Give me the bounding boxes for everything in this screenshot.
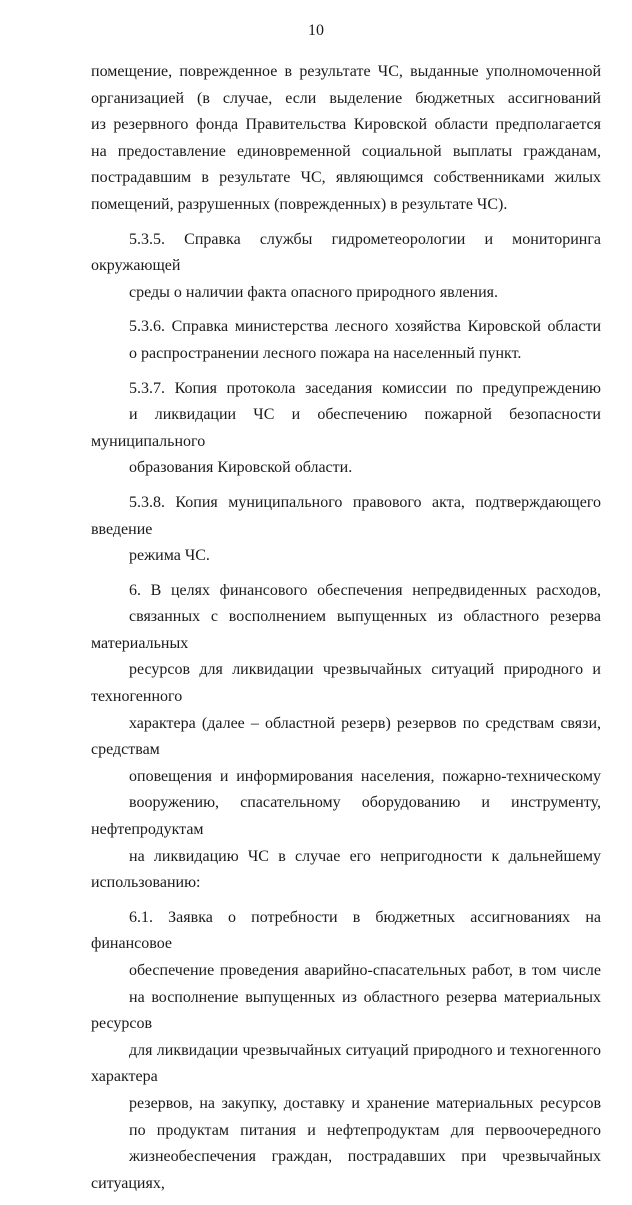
text-line: о распространении лесного пожара на населенный пункт.: [129, 344, 522, 362]
text-line: жизнеобеспечения граждан, пострадавших при чрезвычайных ситуациях,: [91, 1148, 601, 1192]
text-line: помещение, поврежденное в результате ЧС, выданные уполномоченной: [91, 63, 601, 80]
text-line: среды о наличии факта опасного природного явления.: [129, 283, 499, 301]
text-line: на ликвидацию ЧС в случае его непригодности к дальнейшему использованию:: [91, 847, 601, 892]
text-line: обеспечение проведения аварийно-спасательных работ, в том числе: [129, 962, 601, 979]
text-line: 6.1. Заявка о потребности в бюджетных ассигнованиях на финансовое: [91, 908, 601, 953]
paragraph: [91, 376, 601, 482]
text-line: резервов, на закупку, доставку и хранение материальных ресурсов: [129, 1094, 601, 1112]
paragraph: [91, 578, 601, 897]
paragraph: [91, 227, 601, 307]
text-line: из резервного фонда Правительства Кировской области предполагается: [91, 116, 601, 134]
text-line: 6. В целях финансового обеспечения непредвиденных расходов,: [129, 581, 601, 599]
paragraph: [91, 905, 601, 1198]
text-line: 5.3.5. Справка службы гидрометеорологии и мониторинга окружающей: [91, 230, 601, 275]
text-line: на предоставление единовременной социальной выплаты гражданам,: [91, 142, 601, 160]
text-line: организацией (в случае, если выделение бюджетных ассигнований: [91, 89, 601, 107]
text-line: связанных с восполнением выпущенных из областного резерва материальных: [91, 608, 601, 652]
page-number: 10: [308, 22, 324, 39]
paragraph: [91, 314, 601, 367]
paragraph: [91, 59, 601, 219]
paragraph: [91, 490, 601, 570]
text-line: оповещения и информирования населения, пожарно-техническому: [129, 767, 601, 785]
text-line: режима ЧС.: [129, 547, 210, 565]
text-line: вооружению, спасательному оборудованию и инструменту, нефтепродуктам: [91, 794, 601, 839]
text-line: пострадавшим в результате ЧС, являющимся собственниками жилых: [91, 169, 601, 187]
document-body: [91, 59, 601, 1205]
text-line: 5.3.7. Копия протокола заседания комиссии по предупреждению: [129, 379, 601, 397]
text-line: характера (далее – областной резерв) резервов по средствам связи, средствам: [91, 714, 601, 759]
text-line: на восполнение выпущенных из областного резерва материальных ресурсов: [91, 988, 601, 1033]
text-line: для ликвидации чрезвычайных ситуаций природного и техногенного характера: [91, 1041, 601, 1086]
text-line: помещений, разрушенных (поврежденных) в результате ЧС).: [91, 195, 508, 213]
text-line: по продуктам питания и нефтепродуктам для первоочередного: [129, 1121, 601, 1139]
text-line: 5.3.8. Копия муниципального правового акта, подтверждающего введение: [91, 493, 601, 538]
text-line: 5.3.6. Справка министерства лесного хозяйства Кировской области: [129, 318, 601, 336]
text-line: ресурсов для ликвидации чрезвычайных ситуаций природного и техногенного: [91, 661, 601, 706]
text-line: и ликвидации ЧС и обеспечению пожарной безопасности муниципального: [91, 406, 601, 450]
text-line: образования Кировской области.: [129, 459, 353, 477]
